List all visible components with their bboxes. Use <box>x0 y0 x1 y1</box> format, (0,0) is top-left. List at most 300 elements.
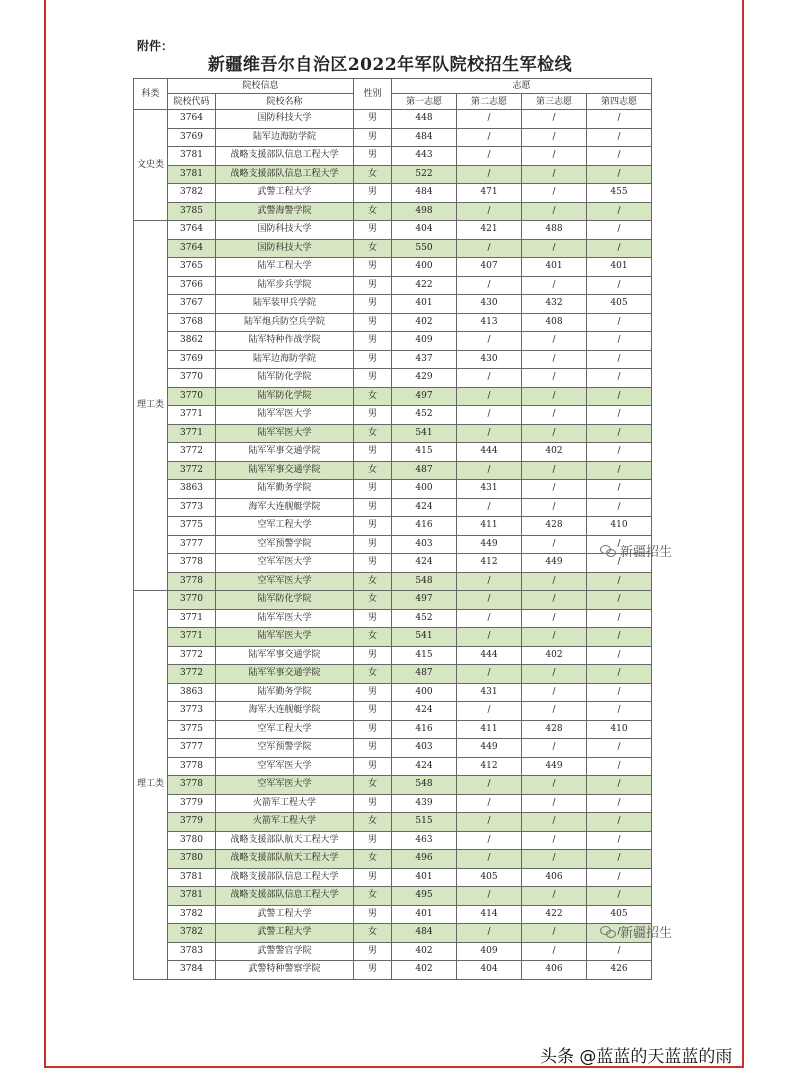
cell-c2: / <box>457 591 522 610</box>
cell-c2: / <box>457 924 522 943</box>
cell-c4: / <box>587 942 652 961</box>
cell-c3: / <box>522 591 587 610</box>
cell-code: 3769 <box>168 350 216 369</box>
cell-c3: / <box>522 665 587 684</box>
cell-c2: / <box>457 831 522 850</box>
cell-c1: 484 <box>392 184 457 203</box>
cell-c4: 410 <box>587 517 652 536</box>
cell-c3: / <box>522 535 587 554</box>
cell-c3: / <box>522 350 587 369</box>
table-row <box>134 794 652 813</box>
cell-gender: 女 <box>354 239 392 258</box>
table-row <box>134 387 652 406</box>
cell-c1: 402 <box>392 942 457 961</box>
cell-name: 武警海警学院 <box>216 202 354 221</box>
cell-c3: / <box>522 813 587 832</box>
cell-name: 武警工程大学 <box>216 924 354 943</box>
cell-c3: / <box>522 276 587 295</box>
cell-c4: / <box>587 443 652 462</box>
cell-c1: 429 <box>392 369 457 388</box>
cell-c2: / <box>457 202 522 221</box>
cell-code: 3770 <box>168 591 216 610</box>
cell-c1: 541 <box>392 628 457 647</box>
table-row <box>134 776 652 795</box>
table-row <box>134 813 652 832</box>
cell-c4: / <box>587 313 652 332</box>
cell-name: 火箭军工程大学 <box>216 794 354 813</box>
cell-code: 3771 <box>168 628 216 647</box>
cell-c1: 495 <box>392 887 457 906</box>
cell-c4: / <box>587 535 652 554</box>
header-choice-2: 第二志愿 <box>457 94 522 110</box>
cell-name: 陆军军医大学 <box>216 424 354 443</box>
cell-code: 3773 <box>168 498 216 517</box>
cell-name: 陆军防化学院 <box>216 369 354 388</box>
cell-c3: 401 <box>522 258 587 277</box>
cell-c3: / <box>522 461 587 480</box>
cell-c4: / <box>587 110 652 129</box>
table-row <box>134 646 652 665</box>
cell-c1: 400 <box>392 258 457 277</box>
cell-c4: / <box>587 202 652 221</box>
cell-name: 陆军防化学院 <box>216 387 354 406</box>
attachment-label: 附件： <box>137 39 174 53</box>
cell-c4: / <box>587 776 652 795</box>
cell-c1: 548 <box>392 572 457 591</box>
category-cell: 理工类 <box>134 591 168 980</box>
cell-gender: 男 <box>354 554 392 573</box>
cell-c3: / <box>522 628 587 647</box>
cell-c4: / <box>587 221 652 240</box>
cell-c2: / <box>457 147 522 166</box>
cell-code: 3862 <box>168 332 216 351</box>
cell-code: 3764 <box>168 110 216 129</box>
cell-c3: / <box>522 683 587 702</box>
cell-name: 空军预警学院 <box>216 535 354 554</box>
cell-code: 3765 <box>168 258 216 277</box>
cell-c3: 406 <box>522 868 587 887</box>
cell-gender: 男 <box>354 942 392 961</box>
cell-c3: / <box>522 332 587 351</box>
cell-gender: 男 <box>354 905 392 924</box>
cell-gender: 男 <box>354 609 392 628</box>
cell-c1: 424 <box>392 498 457 517</box>
cell-c3: / <box>522 184 587 203</box>
cell-c3: / <box>522 498 587 517</box>
cell-c4: / <box>587 387 652 406</box>
cell-c2: 407 <box>457 258 522 277</box>
cell-c3: / <box>522 110 587 129</box>
table-row <box>134 609 652 628</box>
cell-c2: / <box>457 572 522 591</box>
cell-code: 3863 <box>168 683 216 702</box>
cell-gender: 男 <box>354 517 392 536</box>
cell-c3: / <box>522 794 587 813</box>
watermark-text: 新疆招生 <box>620 926 673 941</box>
cell-c1: 541 <box>392 424 457 443</box>
cell-c1: 400 <box>392 480 457 499</box>
cell-c2: / <box>457 369 522 388</box>
cell-c4: / <box>587 461 652 480</box>
header-school-code: 院校代码 <box>168 94 216 110</box>
table-row <box>134 850 652 869</box>
table-row <box>134 276 652 295</box>
cell-c2: 412 <box>457 554 522 573</box>
cell-c2: 430 <box>457 295 522 314</box>
cell-gender: 男 <box>354 313 392 332</box>
cell-c4: / <box>587 757 652 776</box>
cell-code: 3785 <box>168 202 216 221</box>
watermark-text: 新疆招生 <box>620 545 673 560</box>
cell-name: 陆军特种作战学院 <box>216 332 354 351</box>
table-row <box>134 498 652 517</box>
cell-c2: 409 <box>457 942 522 961</box>
cell-c2: / <box>457 387 522 406</box>
cell-c3: / <box>522 369 587 388</box>
cell-name: 陆军勤务学院 <box>216 683 354 702</box>
table-row <box>134 369 652 388</box>
cell-code: 3766 <box>168 276 216 295</box>
cell-c1: 424 <box>392 702 457 721</box>
cell-c1: 400 <box>392 683 457 702</box>
cell-c1: 550 <box>392 239 457 258</box>
cell-c2: / <box>457 239 522 258</box>
cell-c1: 487 <box>392 461 457 480</box>
cell-c3: / <box>522 147 587 166</box>
cell-gender: 女 <box>354 665 392 684</box>
table-row <box>134 110 652 129</box>
table-row <box>134 128 652 147</box>
cell-c4: / <box>587 147 652 166</box>
cell-c3: / <box>522 609 587 628</box>
header-gender: 性别 <box>354 79 392 110</box>
cell-c3: / <box>522 128 587 147</box>
cell-c3: 449 <box>522 757 587 776</box>
table-row <box>134 572 652 591</box>
table-row <box>134 480 652 499</box>
cell-c3: 428 <box>522 517 587 536</box>
cell-c4: / <box>587 276 652 295</box>
cell-gender: 男 <box>354 295 392 314</box>
cell-c3: / <box>522 942 587 961</box>
category-cell: 理工类 <box>134 221 168 591</box>
table-row <box>134 461 652 480</box>
score-table-body <box>134 110 652 980</box>
cell-c4: / <box>587 424 652 443</box>
cell-gender: 男 <box>354 831 392 850</box>
cell-gender: 男 <box>354 480 392 499</box>
cell-name: 武警特种警察学院 <box>216 961 354 980</box>
cell-gender: 男 <box>354 498 392 517</box>
header-choice-3: 第三志愿 <box>522 94 587 110</box>
cell-c4: / <box>587 572 652 591</box>
table-row <box>134 628 652 647</box>
header-category: 科类 <box>134 79 168 110</box>
cell-code: 3784 <box>168 961 216 980</box>
cell-c1: 401 <box>392 295 457 314</box>
cell-name: 陆军步兵学院 <box>216 276 354 295</box>
cell-c4: / <box>587 406 652 425</box>
cell-c3: / <box>522 239 587 258</box>
cell-name: 陆军防化学院 <box>216 591 354 610</box>
cell-c1: 452 <box>392 406 457 425</box>
cell-gender: 女 <box>354 776 392 795</box>
cell-c2: 444 <box>457 443 522 462</box>
cell-c1: 402 <box>392 313 457 332</box>
cell-code: 3777 <box>168 535 216 554</box>
cell-c2: / <box>457 110 522 129</box>
cell-c2: / <box>457 498 522 517</box>
table-row <box>134 406 652 425</box>
cell-gender: 男 <box>354 221 392 240</box>
cell-gender: 男 <box>354 702 392 721</box>
cell-c4: / <box>587 628 652 647</box>
cell-name: 陆军军事交通学院 <box>216 461 354 480</box>
cell-name: 陆军工程大学 <box>216 258 354 277</box>
cell-code: 3778 <box>168 757 216 776</box>
cell-code: 3780 <box>168 831 216 850</box>
cell-c2: / <box>457 424 522 443</box>
table-row <box>134 295 652 314</box>
cell-c4: / <box>587 369 652 388</box>
cell-name: 空军军医大学 <box>216 757 354 776</box>
cell-gender: 女 <box>354 165 392 184</box>
watermark-1 <box>600 541 672 560</box>
cell-name: 空军工程大学 <box>216 720 354 739</box>
cell-c1: 522 <box>392 165 457 184</box>
cell-c2: 412 <box>457 757 522 776</box>
header-school-name: 院校名称 <box>216 94 354 110</box>
cell-c2: / <box>457 628 522 647</box>
cell-name: 战略支援部队信息工程大学 <box>216 147 354 166</box>
cell-code: 3770 <box>168 387 216 406</box>
table-row <box>134 905 652 924</box>
cell-name: 陆军军事交通学院 <box>216 646 354 665</box>
cell-c4: / <box>587 480 652 499</box>
table-row <box>134 202 652 221</box>
cell-c4: / <box>587 646 652 665</box>
cell-c4: / <box>587 665 652 684</box>
cell-c2: / <box>457 276 522 295</box>
table-row <box>134 258 652 277</box>
cell-code: 3764 <box>168 221 216 240</box>
cell-c3: / <box>522 387 587 406</box>
cell-c3: / <box>522 572 587 591</box>
cell-code: 3779 <box>168 794 216 813</box>
cell-c2: / <box>457 609 522 628</box>
cell-code: 3778 <box>168 554 216 573</box>
cell-code: 3773 <box>168 702 216 721</box>
table-row <box>134 239 652 258</box>
cell-code: 3863 <box>168 480 216 499</box>
cell-c3: / <box>522 831 587 850</box>
cell-c2: / <box>457 165 522 184</box>
cell-name: 陆军边海防学院 <box>216 350 354 369</box>
page-border-right <box>742 0 744 1068</box>
cell-code: 3782 <box>168 905 216 924</box>
cell-c2: / <box>457 406 522 425</box>
header-choice-1: 第一志愿 <box>392 94 457 110</box>
cell-gender: 女 <box>354 850 392 869</box>
cell-c2: / <box>457 850 522 869</box>
cell-name: 空军工程大学 <box>216 517 354 536</box>
cell-c1: 404 <box>392 221 457 240</box>
cell-code: 3778 <box>168 776 216 795</box>
cell-c4: / <box>587 609 652 628</box>
cell-code: 3772 <box>168 665 216 684</box>
score-table <box>133 78 652 980</box>
cell-code: 3770 <box>168 369 216 388</box>
cell-c1: 497 <box>392 387 457 406</box>
cell-gender: 男 <box>354 535 392 554</box>
credit-watermark: 头条 @蓝蓝的天蓝蓝的雨 <box>540 1047 733 1067</box>
cell-c1: 463 <box>392 831 457 850</box>
cell-c1: 448 <box>392 110 457 129</box>
cell-c1: 452 <box>392 609 457 628</box>
cell-c4: / <box>587 498 652 517</box>
cell-c3: 406 <box>522 961 587 980</box>
cell-c1: 424 <box>392 757 457 776</box>
cell-name: 武警工程大学 <box>216 905 354 924</box>
cell-code: 3769 <box>168 128 216 147</box>
table-row <box>134 350 652 369</box>
cell-c3: 432 <box>522 295 587 314</box>
cell-c2: / <box>457 128 522 147</box>
cell-code: 3771 <box>168 406 216 425</box>
cell-c4: / <box>587 850 652 869</box>
cell-c2: 414 <box>457 905 522 924</box>
cell-name: 战略支援部队信息工程大学 <box>216 165 354 184</box>
cell-gender: 女 <box>354 628 392 647</box>
cell-c4: / <box>587 813 652 832</box>
table-row <box>134 942 652 961</box>
cell-gender: 男 <box>354 258 392 277</box>
cell-c2: 405 <box>457 868 522 887</box>
cell-code: 3778 <box>168 572 216 591</box>
cell-name: 陆军军医大学 <box>216 628 354 647</box>
cell-c2: / <box>457 702 522 721</box>
cell-c3: 402 <box>522 646 587 665</box>
cell-gender: 男 <box>354 739 392 758</box>
cell-c3: / <box>522 924 587 943</box>
cell-code: 3782 <box>168 924 216 943</box>
cell-name: 空军预警学院 <box>216 739 354 758</box>
cell-c3: 422 <box>522 905 587 924</box>
cell-c3: 408 <box>522 313 587 332</box>
cell-c3: / <box>522 887 587 906</box>
cell-name: 国防科技大学 <box>216 110 354 129</box>
cell-code: 3768 <box>168 313 216 332</box>
cell-c3: 428 <box>522 720 587 739</box>
cell-c2: 449 <box>457 739 522 758</box>
table-row <box>134 535 652 554</box>
cell-c2: / <box>457 461 522 480</box>
cell-c2: 431 <box>457 683 522 702</box>
cell-code: 3781 <box>168 165 216 184</box>
cell-c4: / <box>587 591 652 610</box>
table-row <box>134 702 652 721</box>
table-row <box>134 443 652 462</box>
cell-c3: / <box>522 424 587 443</box>
table-row <box>134 868 652 887</box>
cell-name: 战略支援部队航天工程大学 <box>216 850 354 869</box>
cell-code: 3771 <box>168 609 216 628</box>
table-row <box>134 683 652 702</box>
cell-c4: / <box>587 924 652 943</box>
cell-gender: 男 <box>354 961 392 980</box>
cell-gender: 女 <box>354 202 392 221</box>
document-title: 新疆维吾尔自治区2022年军队院校招生军检线 <box>207 55 573 75</box>
table-row <box>134 554 652 573</box>
cell-c1: 415 <box>392 646 457 665</box>
cell-gender: 男 <box>354 443 392 462</box>
cell-c2: 411 <box>457 720 522 739</box>
cell-c1: 496 <box>392 850 457 869</box>
header-choice-4: 第四志愿 <box>587 94 652 110</box>
cell-c1: 487 <box>392 665 457 684</box>
cell-c1: 403 <box>392 535 457 554</box>
cell-c4: / <box>587 739 652 758</box>
cell-c1: 484 <box>392 924 457 943</box>
cell-c4: 405 <box>587 295 652 314</box>
table-row <box>134 147 652 166</box>
cell-gender: 男 <box>354 646 392 665</box>
cell-c2: 421 <box>457 221 522 240</box>
cell-c2: / <box>457 776 522 795</box>
cell-name: 国防科技大学 <box>216 239 354 258</box>
cell-c4: / <box>587 332 652 351</box>
cell-name: 陆军炮兵防空兵学院 <box>216 313 354 332</box>
cell-c2: 431 <box>457 480 522 499</box>
table-row <box>134 665 652 684</box>
cell-name: 陆军军医大学 <box>216 406 354 425</box>
cell-c2: 444 <box>457 646 522 665</box>
cell-c4: / <box>587 831 652 850</box>
cell-c1: 498 <box>392 202 457 221</box>
table-row <box>134 221 652 240</box>
cell-gender: 女 <box>354 924 392 943</box>
cell-name: 海军大连舰艇学院 <box>216 498 354 517</box>
cell-c3: / <box>522 406 587 425</box>
cell-gender: 女 <box>354 424 392 443</box>
wechat-icon <box>600 926 616 938</box>
cell-c1: 415 <box>392 443 457 462</box>
table-row <box>134 924 652 943</box>
cell-c1: 401 <box>392 905 457 924</box>
cell-gender: 男 <box>354 128 392 147</box>
cell-c2: / <box>457 665 522 684</box>
cell-name: 陆军军事交通学院 <box>216 443 354 462</box>
table-row <box>134 720 652 739</box>
cell-c3: 488 <box>522 221 587 240</box>
cell-gender: 女 <box>354 572 392 591</box>
cell-gender: 男 <box>354 184 392 203</box>
cell-c1: 416 <box>392 517 457 536</box>
cell-c3: / <box>522 165 587 184</box>
cell-c4: / <box>587 239 652 258</box>
cell-code: 3775 <box>168 720 216 739</box>
cell-c1: 403 <box>392 739 457 758</box>
page-border-left <box>44 0 46 1068</box>
cell-gender: 男 <box>354 350 392 369</box>
cell-gender: 男 <box>354 147 392 166</box>
cell-c2: 471 <box>457 184 522 203</box>
cell-name: 空军军医大学 <box>216 554 354 573</box>
header-choice: 志愿 <box>392 79 652 94</box>
cell-c4: 410 <box>587 720 652 739</box>
cell-code: 3781 <box>168 147 216 166</box>
cell-c4: / <box>587 794 652 813</box>
